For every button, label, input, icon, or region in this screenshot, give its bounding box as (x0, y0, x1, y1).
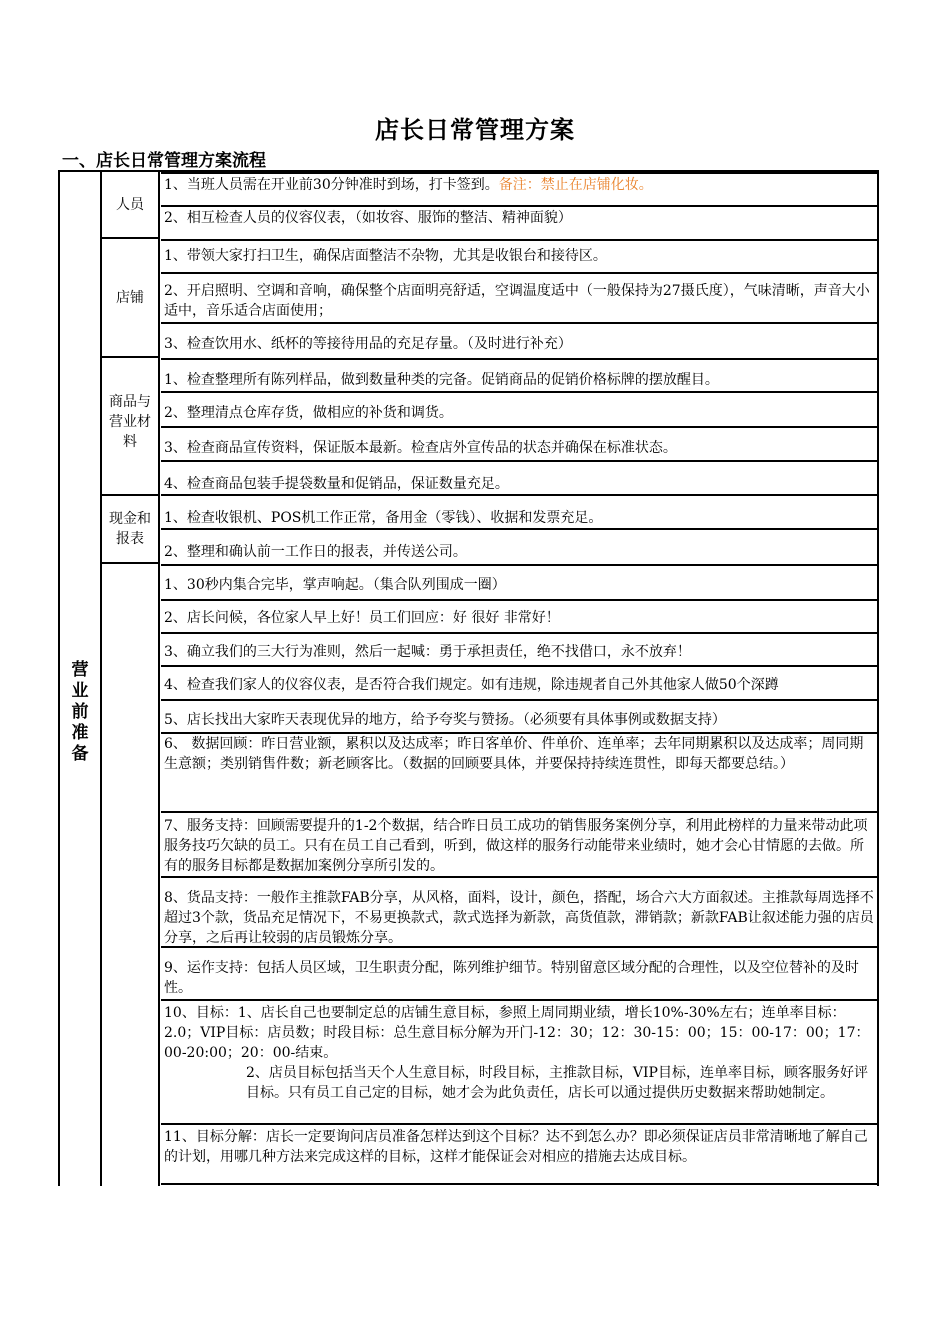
page-title: 店长日常管理方案 (375, 116, 575, 144)
list-item: 2、整理和确认前一工作日的报表，并传送公司。 (161, 528, 877, 562)
main-category-cell (60, 170, 102, 1186)
list-item: 8、货品支持：一般作主推款FAB分享，从风格，面料，设计，颜色，搭配，场合六大方面叙述。主推款每周选择不超过3个款，货品充足情况下，不易更换款式，款式选择为新款，高货值款，滞销款；新款FAB让叙述能力强的店员分享，之后再让较弱的店员锻炼分享。 (161, 876, 877, 946)
list-item: 1、带领大家打扫卫生，确保店面整洁不杂物，尤其是收银台和接待区。 (161, 239, 877, 272)
store-target-text: 10、目标：1、店长自己也要制定总的店铺生意目标，参照上周同期业绩，增长10%-30%左右；连单率目标：2.0；VIP目标：店员数；时段目标：总生意目标分解为开门-12：30；12：30-15：00；15：00-17：00；17：00-20:00；20：00-结束。 (164, 1005, 870, 1061)
list-item: 1、当班人员需在开业前30分钟准时到场，打卡签到。备注：禁止在店铺化妆。 (161, 172, 877, 205)
category-cash-reports: 现金和报表 (102, 496, 160, 562)
list-item (161, 999, 877, 1123)
list-item: 3、检查商品宣传资料，保证版本最新。检查店外宣传品的状态并确保在标准状态。 (161, 426, 877, 460)
list-item: 1、检查整理所有陈列样品，做到数量种类的完备。促销商品的促销价格标牌的摆放醒目。 (161, 358, 877, 391)
section-heading: 一、店长日常管理方案流程 (62, 151, 266, 171)
staff-target-text: 2、店员目标包括当天个人生意目标，时段目标，主推款目标，VIP目标，连单率目标，顾客服务好评目标。只有员工自己定的目标，她才会为此负责任，店长可以通过提供历史数据来帮助她制定。 (246, 1065, 868, 1101)
category-store: 店铺 (102, 239, 160, 356)
list-item: 3、检查饮用水、纸杯的等接待用品的充足存量。（及时进行补充） (161, 322, 877, 356)
list-item: 3、确立我们的三大行为准则，然后一起喊：勇于承担责任，绝不找借口，永不放弃！ (161, 632, 877, 665)
category-merchandise: 商品与营业材料 (102, 358, 160, 494)
list-item: 5、店长找出大家昨天表现优异的地方，给予夸奖与赞扬。（必须要有具体事例或数据支持） (161, 699, 877, 732)
list-item: 4、检查商品包装手提袋数量和促销品，保证数量充足。 (161, 460, 877, 494)
main-category-label: 营 业 前 准 备 (71, 660, 89, 764)
list-item: 2、相互检查人员的仪容仪表，（如妆容、服饰的整洁、精神面貌） (161, 205, 877, 239)
category-personnel: 人员 (102, 172, 160, 237)
category-morning-meeting (102, 564, 160, 1186)
list-item: 2、店长问候，各位家人早上好！员工们回应：好 很好 非常好！ (161, 599, 877, 632)
makeup-note: 备注：禁止在店铺化妆。 (498, 177, 653, 193)
list-item: 11、目标分解：店长一定要询问店员准备怎样达到这个目标？达不到怎么办？即必须保证店员非常清晰地了解自己的计划，用哪几种方法来完成这样的目标，这样才能保证会对相应的措施去达成目标。 (161, 1123, 877, 1183)
list-item: 2、整理清点仓库存货，做相应的补货和调货。 (161, 391, 877, 426)
list-item: 2、开启照明、空调和音响，确保整个店面明亮舒适，空调温度适中（一般保持为27摄氏度），气味清晰，声音大小适中，音乐适合店面使用； (161, 272, 877, 322)
table-bottom-border (161, 1183, 877, 1185)
list-item: 1、30秒内集合完毕，掌声响起。（集合队列围成一圈） (161, 564, 877, 599)
list-item: 6、 数据回顾：昨日营业额，累积以及达成率；昨日客单价、件单价、连单率；去年同期累积以及达成率；周同期生意额；类别销售件数；新老顾客比。（数据的回顾要具体，并要保持持续连贯性，即每天都要总结。） (161, 732, 877, 811)
list-item: 7、服务支持：回顾需要提升的1-2个数据，结合昨日员工成功的销售服务案例分享，利用此榜样的力量来带动此项服务技巧欠缺的员工。只有在员工自己看到，听到，做这样的服务行动能带来业绩时，她才会心甘情愿的去做。所有的服务目标都是数据加案例分享所引发的。 (161, 811, 877, 876)
list-item: 9、运作支持：包括人员区域，卫生职责分配，陈列维护细节。特别留意区域分配的合理性，以及空位替补的及时性。 (161, 946, 877, 999)
list-item: 4、检查我们家人的仪容仪表，是否符合我们规定。如有违规，除违规者自己外其他家人做50个深蹲 (161, 665, 877, 699)
list-item: 1、检查收银机、POS机工作正常，备用金（零钱）、收据和发票充足。 (161, 494, 877, 528)
